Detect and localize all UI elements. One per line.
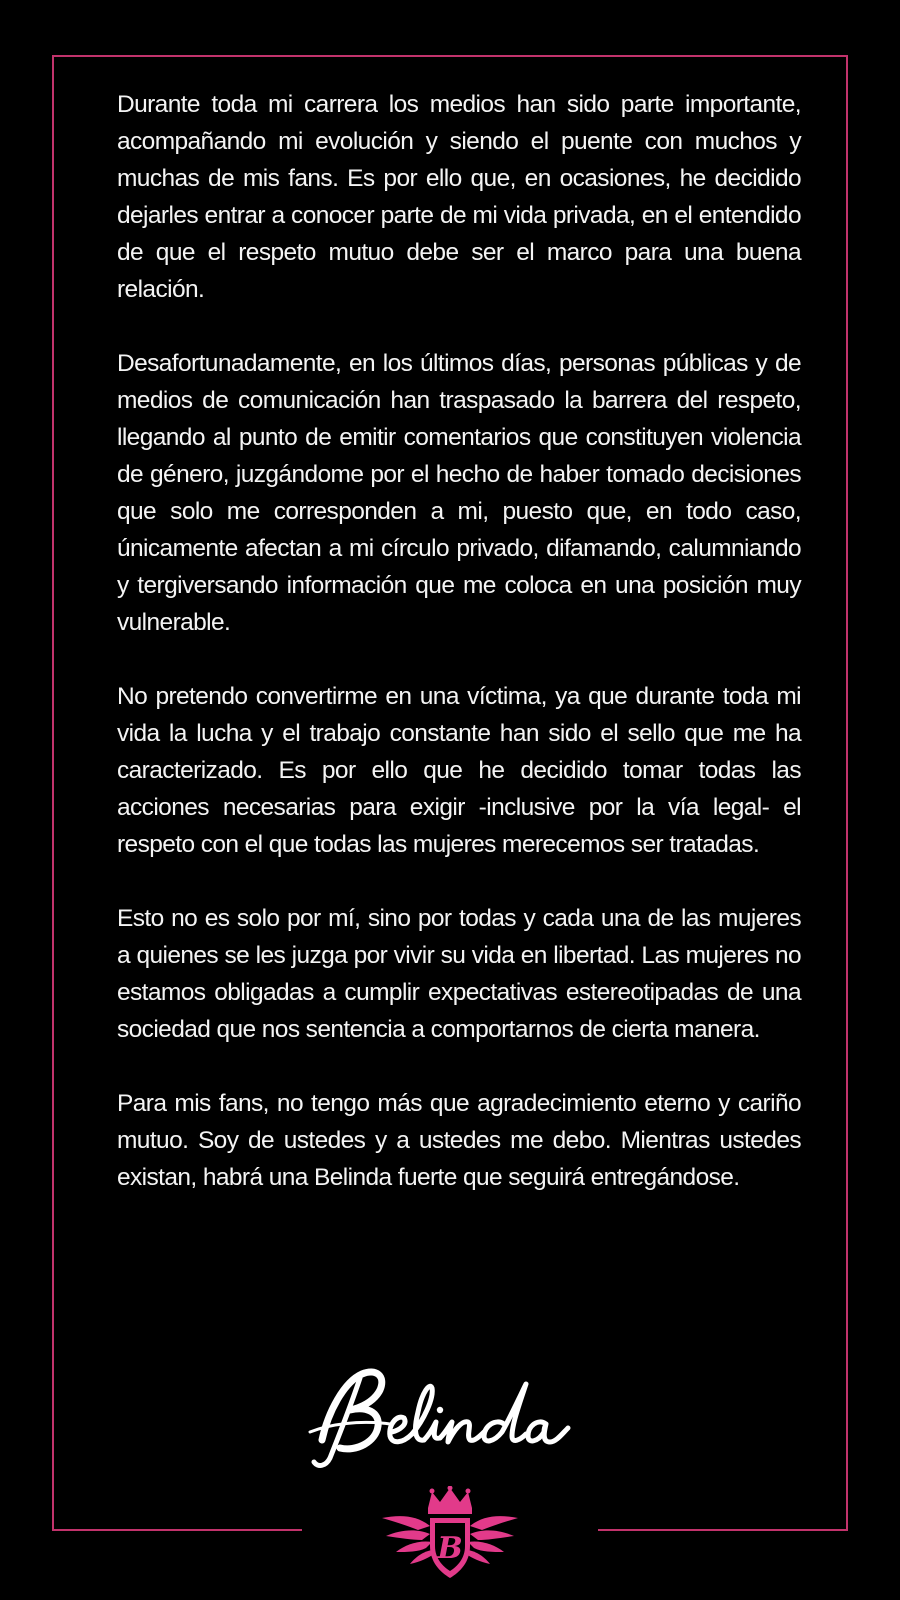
winged-crown-shield-icon: [378, 1486, 522, 1582]
paragraph-4: Esto no es solo por mí, sino por todas y cada una de las mujeres a quienes se les juzga por vivir su vida en libertad. Las mujeres no estamos obligadas a cumplir expectativas estereotipadas de una sociedad que nos sentencia a comportarnos de cierta manera.: [117, 905, 801, 1043]
frame-bottom-left-line: [52, 1529, 302, 1531]
letter-body: [117, 86, 801, 1196]
logo-monogram: B: [437, 1531, 463, 1566]
paragraph-3: No pretendo convertirme en una víctima, ya que durante toda mi vida la lucha y el trabajo constante han sido el sello que me ha caracterizado. Es por ello que he decidido tomar todas las acciones necesarias para exigir -inclusive por la vía legal- el respeto con el que todas las mujeres merecemos ser tratadas.: [117, 683, 801, 858]
paragraph-2: Desafortunadamente, en los últimos días, personas públicas y de medios de comunicación han traspasado la barrera del respeto, llegando al punto de emitir comentarios que constituyen violencia de género, juzgándome por el hecho de haber tomado decisiones que solo me corresponden a mi, puesto que, en todo caso, únicamente afectan a mi círculo privado, difamando, calumniando y tergiversando información que me coloca en una posición muy vulnerable.: [117, 350, 801, 636]
signature: [300, 1362, 600, 1482]
paragraph-5: Para mis fans, no tengo más que agradecimiento eterno y cariño mutuo. Soy de ustedes y a ustedes me debo. Mientras ustedes existan, habrá una Belinda fuerte que seguirá entregándose.: [117, 1090, 801, 1191]
paragraph-1: Durante toda mi carrera los medios han sido parte importante, acompañando mi evolución y siendo el puente con muchos y muchas de mis fans. Es por ello que, en ocasiones, he decidido dejarles entrar a conocer parte de mi vida privada, en el entendido de que el respeto mutuo debe ser el marco para una buena relación.: [117, 91, 801, 303]
frame-bottom-right-line: [598, 1529, 848, 1531]
